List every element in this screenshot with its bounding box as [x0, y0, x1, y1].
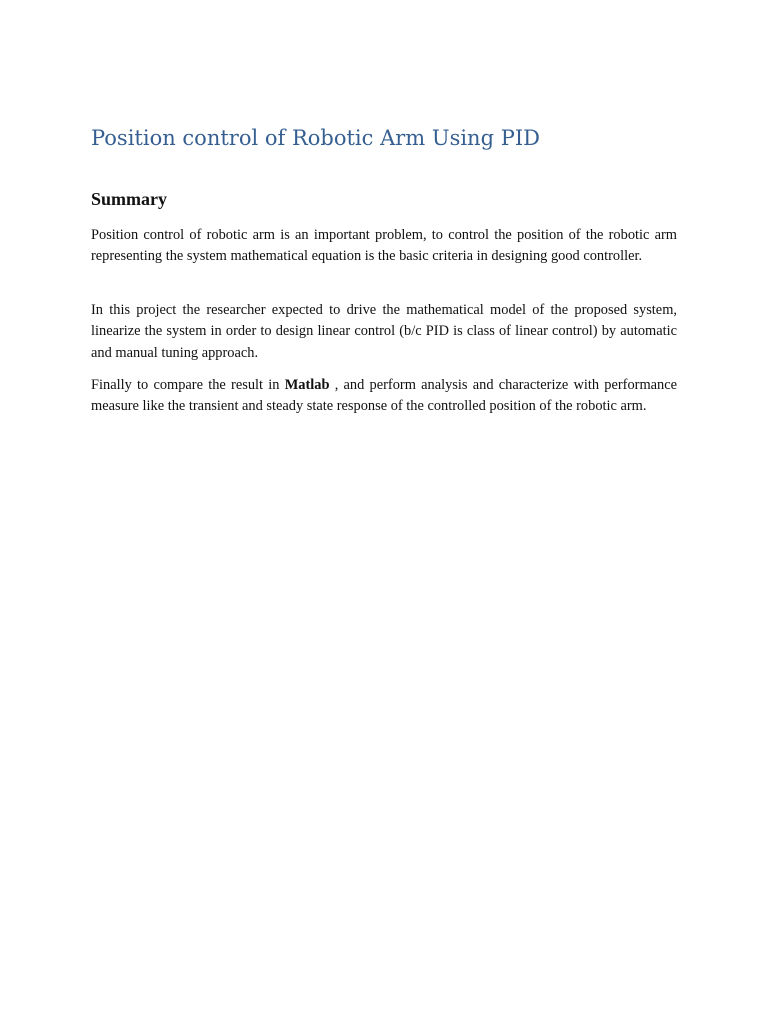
- summary-paragraph-3: [91, 375, 677, 418]
- paragraph-3-text-end: , and perform analysis and characterize with performance measure like the transient and steady state response of the controlled position of the robotic arm.: [91, 377, 678, 415]
- summary-paragraph-2: In this project the researcher expected to drive the mathematical model of the proposed system, linearize the system in order to design linear control (b/c PID is class of linear control) by automatic and manual tuning approach.: [91, 302, 677, 361]
- summary-heading: Summary: [91, 189, 167, 209]
- paragraph-3-text-start: Finally to compare the result in: [91, 377, 285, 393]
- matlab-bold-text: Matlab: [284, 377, 330, 393]
- document-title: Position control of Robotic Arm Using PID: [91, 126, 540, 150]
- summary-paragraph-1: Position control of robotic arm is an important problem, to control the position of the robotic arm representing the system mathematical equation is the basic criteria in designing good controller.: [91, 227, 677, 265]
